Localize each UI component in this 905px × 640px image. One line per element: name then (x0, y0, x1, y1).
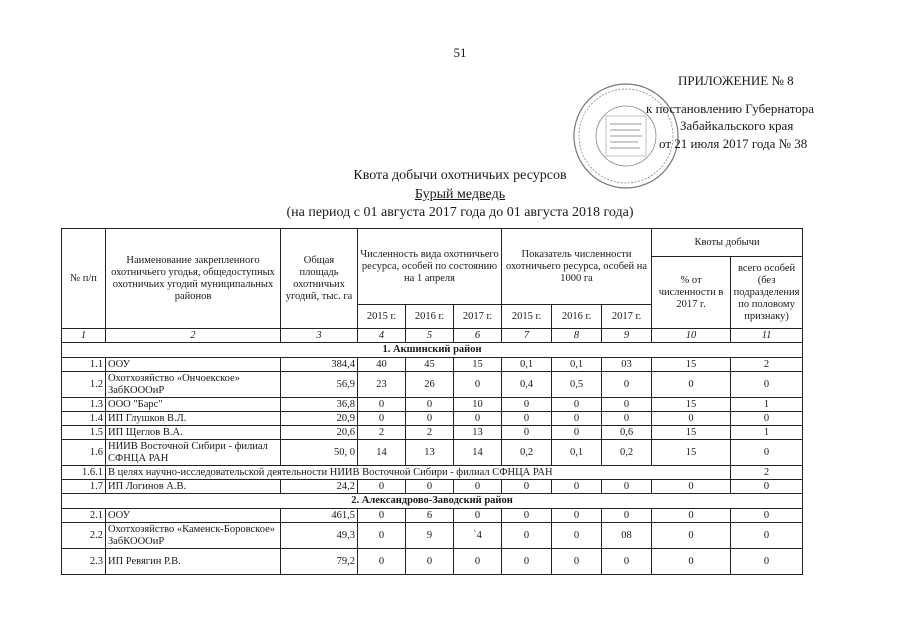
table-cell: 15 (652, 426, 731, 440)
table-cell: 15 (652, 358, 731, 372)
table-cell: 6 (406, 509, 454, 523)
table-cell: 0 (454, 372, 502, 398)
column-number: 2 (106, 329, 281, 343)
table-cell: 50, 0 (281, 440, 358, 466)
table-cell: 0 (502, 398, 552, 412)
table-cell: 0 (602, 398, 652, 412)
table-cell: 45 (406, 358, 454, 372)
table-cell: 14 (454, 440, 502, 466)
table-cell: 0 (406, 398, 454, 412)
table-cell: 1 (731, 426, 803, 440)
table-cell: В целях научно-исследовательской деятельности НИИВ Восточной Сибири - филиал СФНЦА РАН (106, 466, 731, 480)
table-cell: 0 (406, 549, 454, 575)
appendix-line: от 21 июля 2017 года № 38 (659, 136, 808, 151)
table-row (62, 549, 803, 575)
table-cell: 0 (406, 412, 454, 426)
table-cell: 13 (454, 426, 502, 440)
column-number: 1 (62, 329, 106, 343)
table-cell: 9 (406, 523, 454, 549)
table-cell: 0 (602, 480, 652, 494)
table-cell: 20,9 (281, 412, 358, 426)
table-cell: 0 (552, 412, 602, 426)
table-cell: 0,2 (502, 440, 552, 466)
table-cell: ИП Ревягин Р.В. (106, 549, 281, 575)
table-cell: 1.7 (62, 480, 106, 494)
table-cell: 0,1 (502, 358, 552, 372)
table-cell: 0 (552, 523, 602, 549)
table-cell: `4 (454, 523, 502, 549)
table-cell: 0 (406, 480, 454, 494)
table-cell: 40 (358, 358, 406, 372)
quota-table (61, 228, 803, 575)
table-cell: 2 (731, 358, 803, 372)
column-number: 9 (602, 329, 652, 343)
column-number: 6 (454, 329, 502, 343)
column-number: 3 (281, 329, 358, 343)
table-cell: 15 (652, 440, 731, 466)
table-cell: 1.4 (62, 412, 106, 426)
table-row (62, 412, 803, 426)
table-cell: 0 (454, 412, 502, 426)
table-cell: 0,6 (602, 426, 652, 440)
header-quota-total: всего особей (без подразделения по половому признаку) (731, 257, 803, 329)
table-cell: 0 (731, 523, 803, 549)
table-cell: ИП Щеглов В.А. (106, 426, 281, 440)
table-cell: 0 (454, 549, 502, 575)
header-density-year: 2015 г. (502, 305, 552, 329)
header-area: Общая площадь охотничьих угодий, тыс. га (281, 229, 358, 329)
table-cell: 23 (358, 372, 406, 398)
column-number: 7 (502, 329, 552, 343)
table-cell: 2.1 (62, 509, 106, 523)
table-cell: 14 (358, 440, 406, 466)
table-row (62, 398, 803, 412)
table-cell: 0 (502, 549, 552, 575)
table-row (62, 426, 803, 440)
table-cell: 1 (731, 398, 803, 412)
header-count-year: 2016 г. (406, 305, 454, 329)
header-quota-pct: % от численности в 2017 г. (652, 257, 731, 329)
table-cell: 0 (731, 549, 803, 575)
table-cell: 1.1 (62, 358, 106, 372)
table-cell: ООУ (106, 358, 281, 372)
table-cell: 0 (731, 509, 803, 523)
table-cell: 2.2 (62, 523, 106, 549)
header-density-year: 2017 г. (602, 305, 652, 329)
table-row (62, 372, 803, 398)
table-cell: 0 (454, 480, 502, 494)
table-cell: 0 (552, 426, 602, 440)
table-cell: 384,4 (281, 358, 358, 372)
section-header: 2. Александрово-Заводский район (62, 494, 803, 509)
table-cell: 0 (552, 509, 602, 523)
period-title: (на период с 01 августа 2017 года до 01 августа 2018 года) (286, 205, 634, 220)
table-cell: 461,5 (281, 509, 358, 523)
table-cell: 0 (731, 412, 803, 426)
section-header: 1. Акшинский район (62, 343, 803, 358)
table-cell: 0 (502, 480, 552, 494)
column-number: 5 (406, 329, 454, 343)
appendix-title: ПРИЛОЖЕНИЕ № 8 (678, 73, 794, 88)
table-cell: 1.6 (62, 440, 106, 466)
table-cell: 0,1 (552, 358, 602, 372)
table-cell: 36,8 (281, 398, 358, 412)
table-cell: 0 (358, 523, 406, 549)
header-count-year: 2015 г. (358, 305, 406, 329)
table-row (62, 523, 803, 549)
table-cell: 0 (502, 426, 552, 440)
table-cell: 1.3 (62, 398, 106, 412)
table-cell: 15 (652, 398, 731, 412)
table-cell: 0 (602, 412, 652, 426)
table-cell: ООУ (106, 509, 281, 523)
column-number: 4 (358, 329, 406, 343)
table-cell: 2 (731, 466, 803, 480)
table-cell: 0 (358, 480, 406, 494)
header-name: Наименование закрепленного охотничьего угодья, общедоступных охотничьих угодий муниципальных районов (106, 229, 281, 329)
table-cell: 0 (731, 372, 803, 398)
table-cell: 0,2 (602, 440, 652, 466)
species-title: Бурый медведь (414, 187, 506, 202)
table-cell: 0 (652, 412, 731, 426)
table-cell: 24,2 (281, 480, 358, 494)
document-title: Квота добычи охотничьих ресурсов (353, 168, 567, 183)
table-cell: 0 (602, 509, 652, 523)
table-cell: 0 (552, 398, 602, 412)
table-cell: 0 (358, 398, 406, 412)
table-cell: 0 (652, 523, 731, 549)
column-number: 10 (652, 329, 731, 343)
table-row (62, 480, 803, 494)
table-cell: Охотхозяйство «Ончоекское» ЗабКОООиР (106, 372, 281, 398)
table-cell: 0 (652, 372, 731, 398)
table-cell: 0 (652, 549, 731, 575)
table-cell: 0 (454, 509, 502, 523)
table-cell: НИИВ Восточной Сибири - филиал СФНЦА РАН (106, 440, 281, 466)
column-number: 11 (731, 329, 803, 343)
table-cell: 0 (358, 549, 406, 575)
page-number: 51 (453, 45, 467, 60)
table-cell: 1.2 (62, 372, 106, 398)
table-cell: 0 (652, 509, 731, 523)
header-num: № п/п (62, 229, 106, 329)
table-cell: 0 (731, 440, 803, 466)
table-cell: 0,5 (552, 372, 602, 398)
table-cell: 26 (406, 372, 454, 398)
table-cell: 0 (502, 412, 552, 426)
header-density-group: Показатель численности охотничьего ресурса, особей на 1000 га (502, 229, 652, 305)
table-cell: 49,3 (281, 523, 358, 549)
table-cell: 20,6 (281, 426, 358, 440)
table-cell: 79,2 (281, 549, 358, 575)
table-cell: 08 (602, 523, 652, 549)
table-cell: 15 (454, 358, 502, 372)
table-cell: 2 (358, 426, 406, 440)
table-cell: 2.3 (62, 549, 106, 575)
appendix-line: Забайкальского края (680, 118, 794, 133)
table-row (62, 440, 803, 466)
table-cell: ИП Глушков В.Л. (106, 412, 281, 426)
table-cell: 0 (358, 412, 406, 426)
header-density-year: 2016 г. (552, 305, 602, 329)
table-row (62, 466, 803, 480)
table-cell: Охотхозяйство «Каменск-Боровское» ЗабКОООиР (106, 523, 281, 549)
header-count-group: Численность вида охотничьего ресурса, особей по состоянию на 1 апреля (358, 229, 502, 305)
table-cell: 0 (602, 372, 652, 398)
column-number: 8 (552, 329, 602, 343)
table-cell: 56,9 (281, 372, 358, 398)
table-cell: 0 (652, 480, 731, 494)
table-cell: 0 (552, 549, 602, 575)
appendix-line: к постановлению Губернатора (646, 101, 815, 116)
header-count-year: 2017 г. (454, 305, 502, 329)
table-cell: ООО "Барс" (106, 398, 281, 412)
table-cell: 0 (731, 480, 803, 494)
table-cell: 03 (602, 358, 652, 372)
table-cell: 10 (454, 398, 502, 412)
table-cell: 0 (502, 523, 552, 549)
table-cell: 0 (602, 549, 652, 575)
table-cell: 0,4 (502, 372, 552, 398)
table-row (62, 509, 803, 523)
table-cell: 1.6.1 (62, 466, 106, 480)
table-cell: 13 (406, 440, 454, 466)
table-cell: 0 (502, 509, 552, 523)
table-cell: ИП Логинов А.В. (106, 480, 281, 494)
header-quota-group: Квоты добычи (652, 229, 803, 257)
table-cell: 0,1 (552, 440, 602, 466)
table-row (62, 358, 803, 372)
table-cell: 0 (358, 509, 406, 523)
table-cell: 0 (552, 480, 602, 494)
table-cell: 1.5 (62, 426, 106, 440)
table-cell: 2 (406, 426, 454, 440)
